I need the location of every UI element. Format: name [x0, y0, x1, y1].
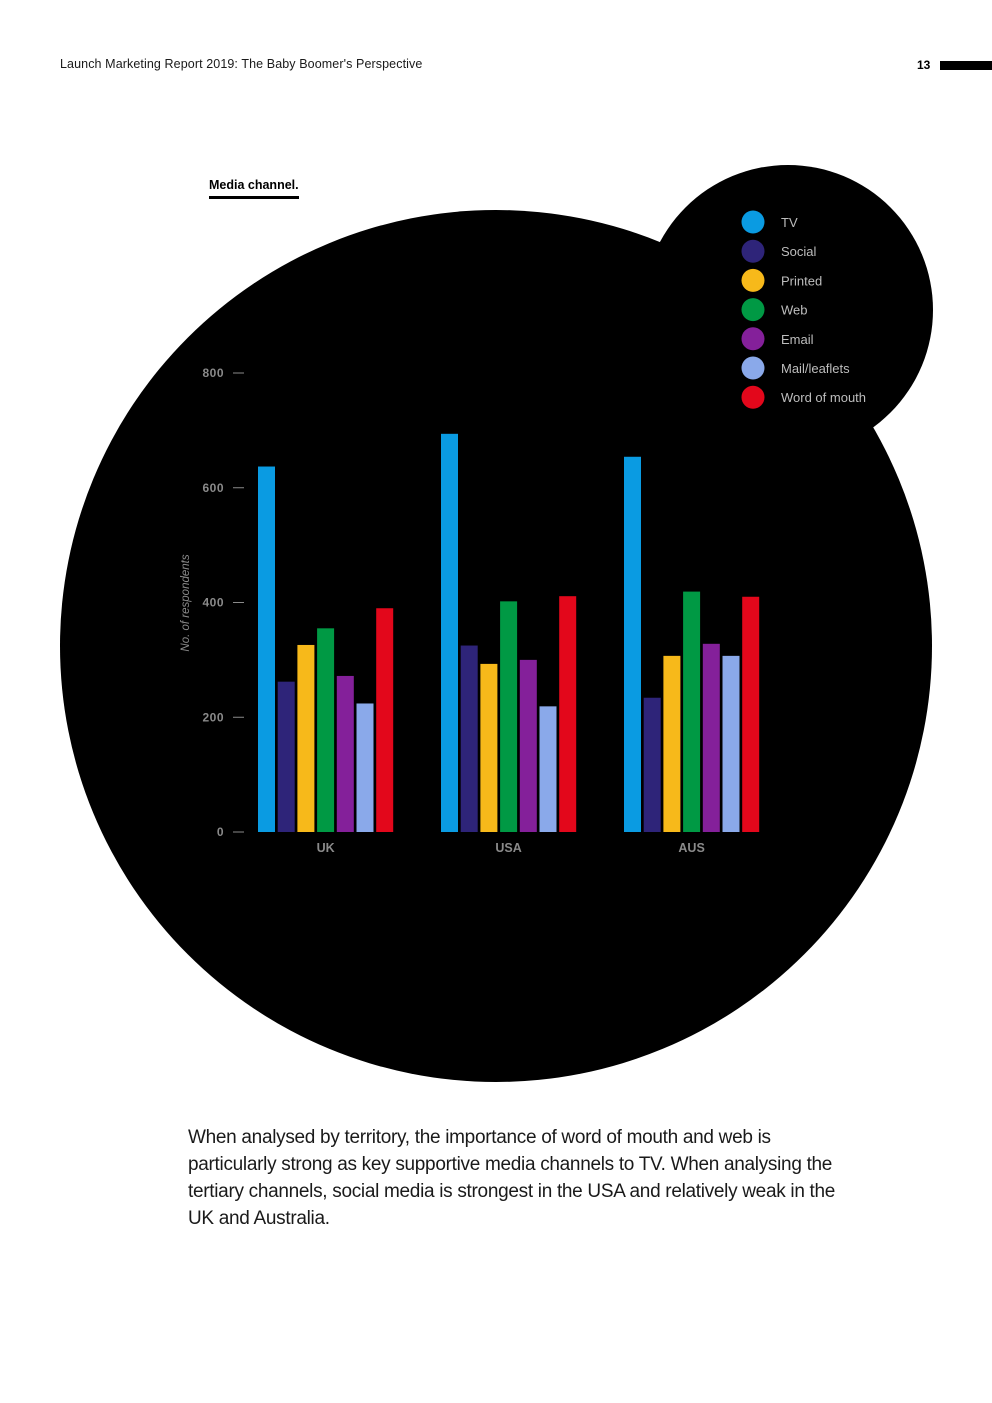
legend-swatch	[742, 298, 765, 321]
legend-swatch	[742, 240, 765, 263]
legend-swatch	[742, 357, 765, 380]
bar-aus-email	[703, 644, 720, 832]
y-tick-label: 200	[202, 710, 224, 725]
bar-usa-printed	[480, 664, 497, 832]
page-number: 13	[917, 58, 931, 72]
legend-swatch	[742, 269, 765, 292]
bar-usa-social	[461, 646, 478, 832]
bar-aus-mail-leaflets	[723, 656, 740, 832]
bar-usa-web	[500, 601, 517, 832]
bar-usa-email	[520, 660, 537, 832]
bar-aus-social	[644, 698, 661, 832]
x-tick-label: UK	[316, 841, 335, 855]
x-tick-label: USA	[495, 841, 522, 855]
y-tick-label: 400	[202, 595, 224, 610]
legend-label: Mail/leaflets	[781, 361, 850, 376]
legend-label: Word of mouth	[781, 390, 867, 406]
bar-uk-web	[317, 628, 334, 832]
bar-uk-social	[278, 682, 295, 832]
legend-swatch	[742, 211, 765, 234]
bar-uk-word-of-mouth	[376, 608, 393, 832]
bar-uk-tv	[258, 467, 275, 832]
report-title: Launch Marketing Report 2019: The Baby Boomer's Perspective	[60, 57, 423, 71]
y-tick-label: 0	[216, 825, 224, 839]
legend-swatch	[742, 386, 765, 409]
bar-aus-web	[683, 592, 700, 832]
bar-aus-printed	[663, 656, 680, 832]
legend-label: Web	[781, 302, 808, 318]
bar-uk-mail-leaflets	[357, 703, 374, 832]
bar-usa-tv	[441, 434, 458, 832]
legend-label: Social	[781, 244, 817, 260]
bar-aus-tv	[624, 457, 641, 832]
bar-aus-word-of-mouth	[742, 597, 759, 832]
bar-usa-mail-leaflets	[540, 706, 557, 832]
legend-label: TV	[781, 215, 798, 230]
legend-label: Printed	[781, 273, 823, 289]
y-axis-label: No. of respondents	[180, 554, 192, 652]
bar-usa-word-of-mouth	[559, 596, 576, 832]
y-tick-label: 600	[202, 480, 224, 495]
bar-uk-printed	[297, 645, 314, 832]
y-tick-label: 800	[202, 366, 224, 380]
x-tick-label: AUS	[678, 841, 705, 855]
bar-uk-email	[337, 676, 354, 832]
body-paragraph: When analysed by territory, the importance of word of mouth and web is particularly strong as key supportive media channels to TV. When analysing the tertiary channels, social media is strongest in the USA and relatively weak in the UK and Australia.	[188, 1127, 836, 1229]
legend-swatch	[742, 327, 765, 350]
legend-label: Email	[781, 331, 814, 347]
section-label: Media channel.	[209, 178, 299, 199]
